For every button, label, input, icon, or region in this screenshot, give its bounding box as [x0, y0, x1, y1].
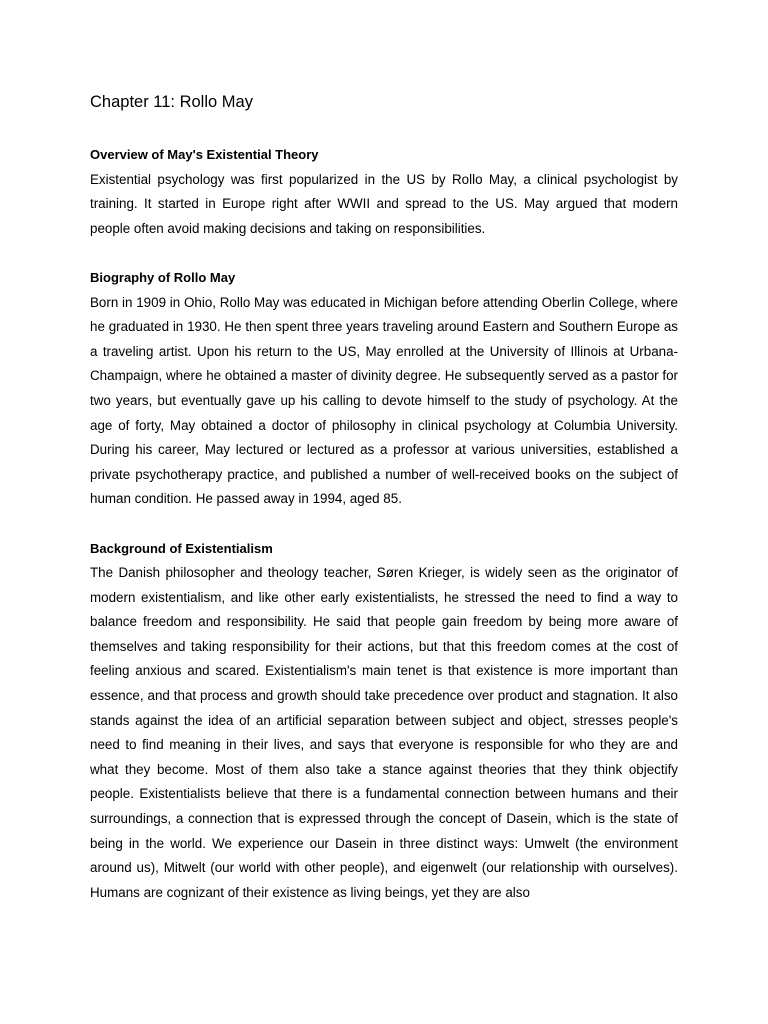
section-heading: Biography of Rollo May: [90, 269, 236, 285]
section-background: [90, 537, 678, 906]
section-body: Existential psychology was first popularized in the US by Rollo May, a clinical psychologist by training. It started in Europe right after WWII and spread to the US. May argued that modern people often avoid making decisions and taking on responsibilities.: [90, 171, 678, 236]
section-overview: [90, 143, 678, 241]
section-body: Born in 1909 in Ohio, Rollo May was educated in Michigan before attending Oberlin College, where he graduated in 1930. He then spent three years traveling around Eastern and Southern Europe as a traveling artist. Upon his return to the US, May enrolled at the University of Illinois at Urbana-Champaign, where he obtained a master of divinity degree. He subsequently served as a pastor for two years, but eventually gave up his calling to devote himself to the study of psychology. At the age of forty, May obtained a doctor of philosophy in clinical psychology at Columbia University. During his career, May lectured or lectured as a professor at various universities, established a private psychotherapy practice, and published a number of well-received books on the subject of human condition. He passed away in 1994, aged 85.: [90, 294, 678, 507]
section-biography: [90, 266, 678, 512]
section-heading: Background of Existentialism: [90, 540, 273, 556]
section-heading: Overview of May's Existential Theory: [90, 147, 319, 162]
section-body: The Danish philosopher and theology teacher, Søren Krieger, is widely seen as the originator of modern existentialism, and like other early existentialists, he stressed the need to find a way to balance freedom and responsibility. He said that people gain freedom by being more aware of themselves and taking responsibility for their actions, but that this freedom comes at the cost of feeling anxious and scared. Existentialism's main tenet is that existence is more important than essence, and that process and growth should take precedence over product and stagnation. It also stands against the idea of an artificial separation between subject and object, stresses people's need to find meaning in their lives, and says that everyone is responsible for who they are and what they become. Most of them also take a stance against theories that they think objectify people. Existentialists believe that there is a fundamental connection between humans and their surroundings, a connection that is expressed through the concept of Dasein, which is the state of being in the world. We experience our Dasein in three distinct ways: Umwelt (the environment around us), Mitwelt (our world with other people), and eigenwelt (our relationship with ourselves). Humans are cognizant of their existence as living beings, yet they are also: [90, 565, 678, 900]
chapter-title: Chapter 11: Rollo May: [90, 93, 253, 111]
